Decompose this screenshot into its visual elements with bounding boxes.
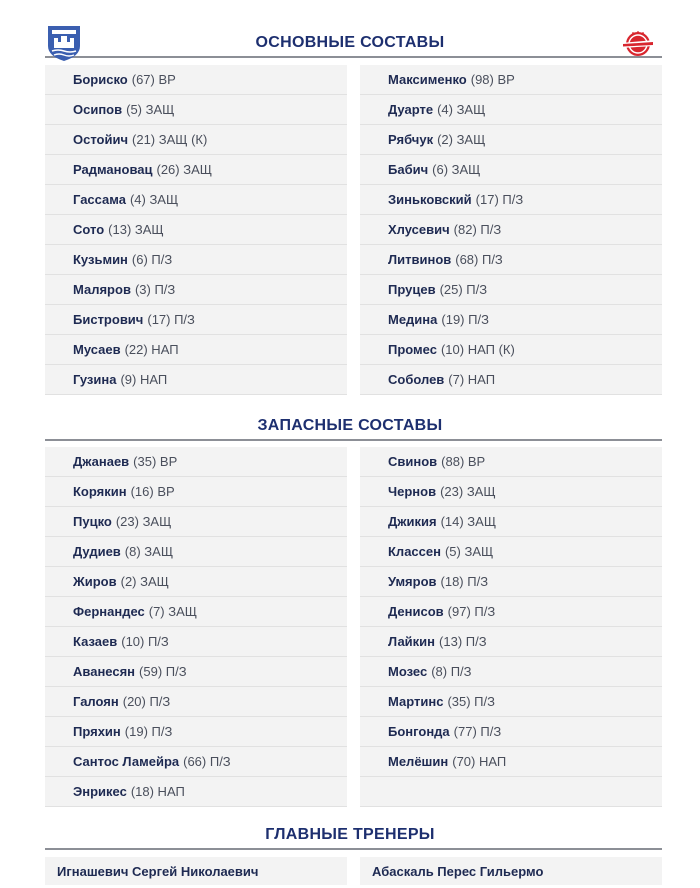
subs-home-list — [45, 447, 347, 807]
player-info: (6) ЗАЩ — [432, 162, 481, 177]
coaches-divider — [45, 848, 662, 850]
starting-home-list — [45, 65, 347, 395]
player-name: Сото — [73, 222, 105, 237]
home-coach — [45, 857, 347, 885]
player-info: (18) НАП — [130, 784, 185, 799]
player-info: (35) П/З — [447, 694, 495, 709]
player-row — [360, 335, 662, 365]
starting-header — [0, 28, 700, 58]
player-row — [45, 597, 347, 627]
player-row — [45, 95, 347, 125]
player-row — [360, 627, 662, 657]
player-row — [45, 185, 347, 215]
player-row — [360, 447, 662, 477]
home-coach-name: Игнашевич Сергей Николаевич — [45, 857, 347, 885]
player-info: (97) П/З — [447, 604, 496, 619]
player-row — [45, 717, 347, 747]
player-name: Кузьмин — [73, 252, 128, 267]
player-name: Рябчук — [388, 132, 434, 147]
subs-header — [0, 411, 700, 441]
player-info: (21) ЗАЩ (К) — [132, 132, 208, 147]
player-info: (4) ЗАЩ — [437, 102, 486, 117]
player-name: Казаев — [73, 634, 118, 649]
player-name: Классен — [388, 544, 441, 559]
player-info: (10) НАП (К) — [440, 342, 515, 357]
player-info: (5) ЗАЩ — [126, 102, 175, 117]
player-info: (22) НАП — [124, 342, 179, 357]
player-row — [45, 567, 347, 597]
player-name: Промес — [388, 342, 437, 357]
player-name: Аванесян — [73, 664, 136, 679]
subs-away-list — [360, 447, 662, 807]
player-name: Корякин — [73, 484, 127, 499]
player-info: (82) П/З — [453, 222, 502, 237]
player-row — [45, 537, 347, 567]
player-name: Соболев — [388, 372, 445, 387]
player-name: Бабич — [388, 162, 429, 177]
player-name: Умяров — [388, 574, 437, 589]
player-name: Максименко — [388, 72, 467, 87]
player-row — [45, 447, 347, 477]
empty-row — [360, 777, 662, 807]
subs-divider — [45, 439, 662, 441]
player-info: (8) П/З — [431, 664, 472, 679]
player-name: Денисов — [388, 604, 444, 619]
player-info: (98) ВР — [470, 72, 515, 87]
player-row — [360, 657, 662, 687]
player-info: (2) ЗАЩ — [437, 132, 486, 147]
subs-title: ЗАПАСНЫЕ СОСТАВЫ — [257, 417, 443, 434]
player-name: Фернандес — [73, 604, 145, 619]
player-info: (5) ЗАЩ — [444, 544, 494, 559]
player-row — [360, 567, 662, 597]
player-info: (17) П/З — [475, 192, 524, 207]
player-info: (13) ЗАЩ — [108, 222, 164, 237]
player-info: (7) ЗАЩ — [148, 604, 197, 619]
player-name: Чернов — [388, 484, 437, 499]
player-row — [45, 215, 347, 245]
player-info: (19) П/З — [124, 724, 173, 739]
away-coach — [360, 857, 662, 885]
player-name: Медина — [388, 312, 438, 327]
player-row — [360, 95, 662, 125]
player-name: Радмановац — [73, 162, 153, 177]
player-row — [360, 507, 662, 537]
player-row — [360, 275, 662, 305]
player-row — [45, 65, 347, 95]
player-row — [45, 777, 347, 807]
player-name: Осипов — [73, 102, 123, 117]
player-info: (18) П/З — [440, 574, 489, 589]
player-row — [45, 275, 347, 305]
player-info: (16) ВР — [130, 484, 175, 499]
player-row — [45, 125, 347, 155]
player-info: (8) ЗАЩ — [124, 544, 174, 559]
starting-divider — [45, 56, 662, 58]
player-row — [360, 125, 662, 155]
away-crest-icon — [620, 30, 656, 58]
player-name: Джикия — [388, 514, 437, 529]
away-coach-name: Абаскаль Перес Гильермо — [360, 857, 662, 885]
starting-title: ОСНОВНЫЕ СОСТАВЫ — [255, 34, 445, 51]
player-info: (66) П/З — [183, 754, 231, 769]
player-info: (9) НАП — [120, 372, 168, 387]
player-name: Гассама — [73, 192, 126, 207]
player-info: (35) ВР — [133, 454, 178, 469]
player-info: (19) П/З — [441, 312, 489, 327]
player-row — [360, 717, 662, 747]
player-info: (70) НАП — [452, 754, 507, 769]
player-name: Зиньковский — [388, 192, 472, 207]
player-row — [45, 627, 347, 657]
home-crest-icon — [46, 22, 82, 62]
player-row — [360, 747, 662, 777]
player-info: (2) ЗАЩ — [120, 574, 169, 589]
player-info: (17) П/З — [147, 312, 195, 327]
player-name: Гузина — [73, 372, 117, 387]
player-row — [360, 365, 662, 395]
player-name: Мелёшин — [388, 754, 449, 769]
player-info: (59) П/З — [139, 664, 187, 679]
player-name: Свинов — [388, 454, 438, 469]
player-row — [45, 305, 347, 335]
player-name: Бориско — [73, 72, 128, 87]
player-row — [45, 365, 347, 395]
player-name: Маляров — [73, 282, 131, 297]
player-name: Пуцко — [73, 514, 112, 529]
player-info: (25) П/З — [439, 282, 488, 297]
player-name: Мартинс — [388, 694, 444, 709]
player-row — [45, 155, 347, 185]
player-name: Пруцев — [388, 282, 436, 297]
away-team-logo — [620, 30, 656, 63]
player-name: Бонгонда — [388, 724, 450, 739]
player-name: Пряхин — [73, 724, 121, 739]
player-info: (23) ЗАЩ — [440, 484, 496, 499]
player-row — [45, 657, 347, 687]
player-row — [360, 687, 662, 717]
player-info: (20) П/З — [122, 694, 171, 709]
player-name: Остойич — [73, 132, 129, 147]
player-row — [45, 245, 347, 275]
player-info: (7) НАП — [448, 372, 496, 387]
player-name: Хлусевич — [388, 222, 450, 237]
player-info: (68) П/З — [455, 252, 503, 267]
player-name: Энрикес — [73, 784, 127, 799]
player-name: Джанаев — [73, 454, 130, 469]
player-info: (10) П/З — [121, 634, 169, 649]
player-name: Лайкин — [388, 634, 436, 649]
player-row — [360, 305, 662, 335]
player-row — [45, 507, 347, 537]
player-name: Литвинов — [388, 252, 452, 267]
player-row — [45, 747, 347, 777]
player-row — [45, 687, 347, 717]
player-info: (4) ЗАЩ — [129, 192, 179, 207]
player-row — [360, 477, 662, 507]
player-info: (26) ЗАЩ — [156, 162, 212, 177]
player-row — [360, 65, 662, 95]
player-row — [45, 477, 347, 507]
home-team-logo — [46, 22, 82, 67]
player-name: Мозес — [388, 664, 428, 679]
player-row — [360, 215, 662, 245]
player-info: (67) ВР — [131, 72, 176, 87]
player-info: (88) ВР — [441, 454, 486, 469]
player-row — [360, 185, 662, 215]
player-name: Дуарте — [388, 102, 434, 117]
player-info: (6) П/З — [131, 252, 173, 267]
player-name: Мусаев — [73, 342, 121, 357]
starting-away-list — [360, 65, 662, 395]
coaches-title: ГЛАВНЫЕ ТРЕНЕРЫ — [265, 826, 435, 843]
player-name: Галоян — [73, 694, 119, 709]
player-name: Бистрович — [73, 312, 144, 327]
player-row — [45, 335, 347, 365]
player-info: (23) ЗАЩ — [115, 514, 172, 529]
coaches-header — [0, 820, 700, 850]
player-name: Дудиев — [73, 544, 121, 559]
player-info: (77) П/З — [453, 724, 502, 739]
player-info: (14) ЗАЩ — [440, 514, 497, 529]
player-name: Жиров — [73, 574, 117, 589]
player-row — [360, 155, 662, 185]
player-name: Сантос Ламейра — [73, 754, 180, 769]
player-row — [360, 537, 662, 567]
player-info: (3) П/З — [134, 282, 176, 297]
player-row — [360, 597, 662, 627]
player-row — [360, 245, 662, 275]
player-info: (13) П/З — [439, 634, 487, 649]
